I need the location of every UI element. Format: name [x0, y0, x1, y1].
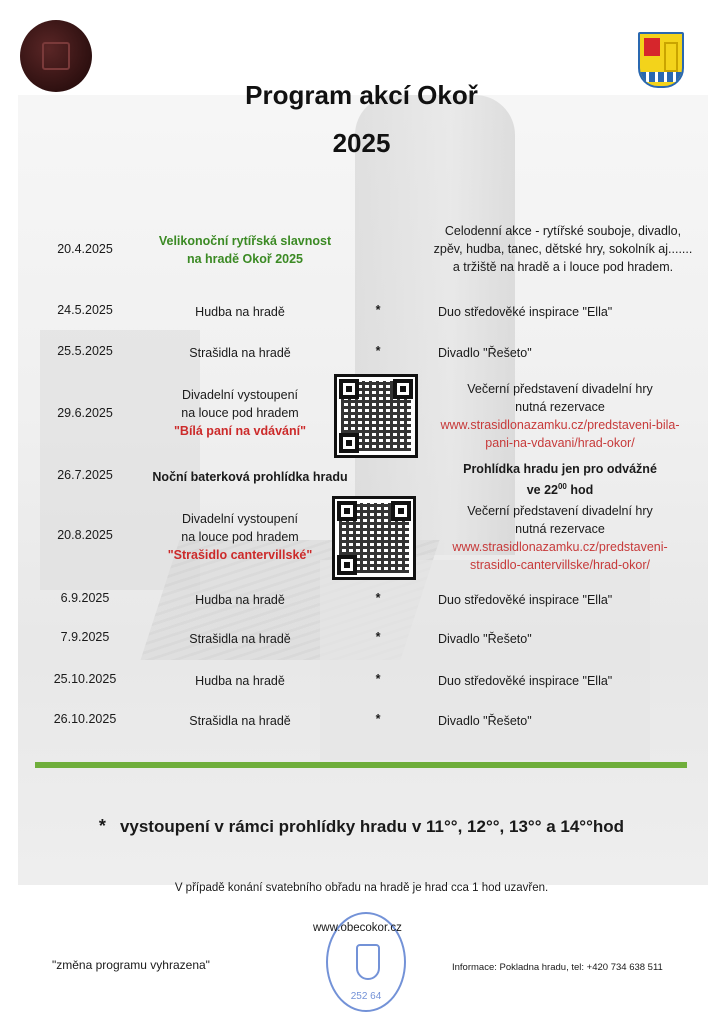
tour-star-marker: * [375, 303, 381, 317]
event-date: 24.5.2025 [57, 303, 113, 317]
event-description: Divadlo "Řešeto" [438, 346, 532, 360]
change-notice: "změna programu vyhrazena" [52, 958, 210, 972]
event-name: Hudba na hradě [195, 305, 285, 319]
website-link[interactable]: www.obecokor.cz [313, 922, 402, 934]
event-description [418, 222, 708, 276]
tour-star-marker: * [375, 344, 381, 358]
event-name: Strašidla na hradě [189, 714, 291, 728]
reservation-link[interactable]: strasidlo-cantervillske/hrad-okor/ [470, 558, 650, 572]
event-name-line: Divadelní vystoupení [181, 512, 299, 526]
event-desc-line: nutná rezervace [515, 522, 605, 536]
event-name [150, 510, 330, 564]
event-name: Noční baterková prohlídka hradu [152, 470, 348, 484]
event-desc-line: nutná rezervace [515, 400, 605, 414]
event-name [140, 232, 350, 268]
event-name: Hudba na hradě [195, 674, 285, 688]
qr-code-icon[interactable] [334, 374, 418, 458]
event-desc-line: zpěv, hudba, tanec, dětské hry, sokolník aj....... [433, 242, 693, 256]
tour-note-text: vystoupení v rámci prohlídky hradu v 11°°, 12°°, 13°° a 14°°hod [119, 817, 625, 836]
wedding-notice: V případě konání svatebního obřadu na hradě je hrad cca 1 hod uzavřen. [174, 882, 549, 894]
event-desc-text: ve 22 [526, 483, 558, 498]
event-desc-line: Večerní představení divadelní hry [467, 382, 653, 396]
qr-code-icon[interactable] [332, 496, 416, 580]
event-date: 6.9.2025 [60, 591, 110, 605]
event-name-line: na louce pod hradem [181, 530, 299, 544]
reservation-link[interactable]: www.strasidlonazamku.cz/predstaveni- [452, 540, 668, 554]
event-name: Strašidla na hradě [189, 632, 291, 646]
tour-star-marker: * [98, 816, 106, 836]
event-name: Strašidla na hradě [189, 346, 291, 360]
tour-star-marker: * [375, 712, 381, 726]
contact-info: Informace: Pokladna hradu, tel: +420 734 638 511 [452, 962, 663, 973]
event-date: 20.8.2025 [57, 528, 113, 542]
reservation-link[interactable]: www.strasidlonazamku.cz/predstaveni-bila- [440, 418, 680, 432]
event-name-line: "Strašidlo cantervillské" [167, 548, 313, 562]
event-desc-line: a tržiště na hradě a i louce pod hradem. [452, 260, 674, 274]
stamp-number: 252 64 [350, 991, 382, 1002]
event-name-line: "Bílá paní na vdávání" [173, 424, 307, 438]
event-name-line: Divadelní vystoupení [181, 388, 299, 402]
reservation-link[interactable]: pani-na-vdavani/hrad-okor/ [485, 436, 635, 450]
tour-star-marker: * [375, 672, 381, 686]
event-desc-line: Prohlídka hradu jen pro odvážné [463, 462, 657, 476]
event-name-line: Velikonoční rytířská slavnost [158, 234, 332, 248]
event-date: 29.6.2025 [57, 406, 113, 420]
page-title: Program akcí Okoř [245, 80, 478, 110]
page-year: 2025 [332, 128, 391, 158]
event-date: 25.5.2025 [57, 344, 113, 358]
divider-line [35, 762, 687, 768]
event-desc-line: Celodenní akce - rytířské souboje, divadlo, [444, 224, 682, 238]
event-description: Duo středověké inspirace "Ella" [438, 674, 613, 688]
event-desc-line [440, 478, 680, 499]
event-date: 25.10.2025 [53, 672, 117, 686]
event-desc-text: hod [566, 483, 594, 498]
event-description: Duo středověké inspirace "Ella" [438, 305, 613, 319]
event-date: 20.4.2025 [57, 242, 113, 256]
event-description [440, 380, 680, 452]
event-desc-sup: 00 [557, 482, 567, 491]
event-name: Hudba na hradě [195, 593, 285, 607]
tour-star-marker: * [375, 630, 381, 644]
event-desc-line: Večerní představení divadelní hry [467, 504, 653, 518]
event-description: Duo středověké inspirace "Ella" [438, 593, 613, 607]
background-house [320, 560, 650, 760]
tour-star-marker: * [375, 591, 381, 605]
event-name-line: na hradě Okoř 2025 [186, 252, 304, 266]
event-name-line: na louce pod hradem [181, 406, 299, 420]
event-name [150, 386, 330, 440]
event-description: Divadlo "Řešeto" [438, 714, 532, 728]
event-description [440, 460, 680, 499]
event-date: 7.9.2025 [60, 630, 110, 644]
event-date: 26.10.2025 [53, 712, 117, 726]
event-description: Divadlo "Řešeto" [438, 632, 532, 646]
event-date: 26.7.2025 [57, 468, 113, 482]
tour-note [0, 816, 723, 837]
event-description [440, 502, 680, 574]
